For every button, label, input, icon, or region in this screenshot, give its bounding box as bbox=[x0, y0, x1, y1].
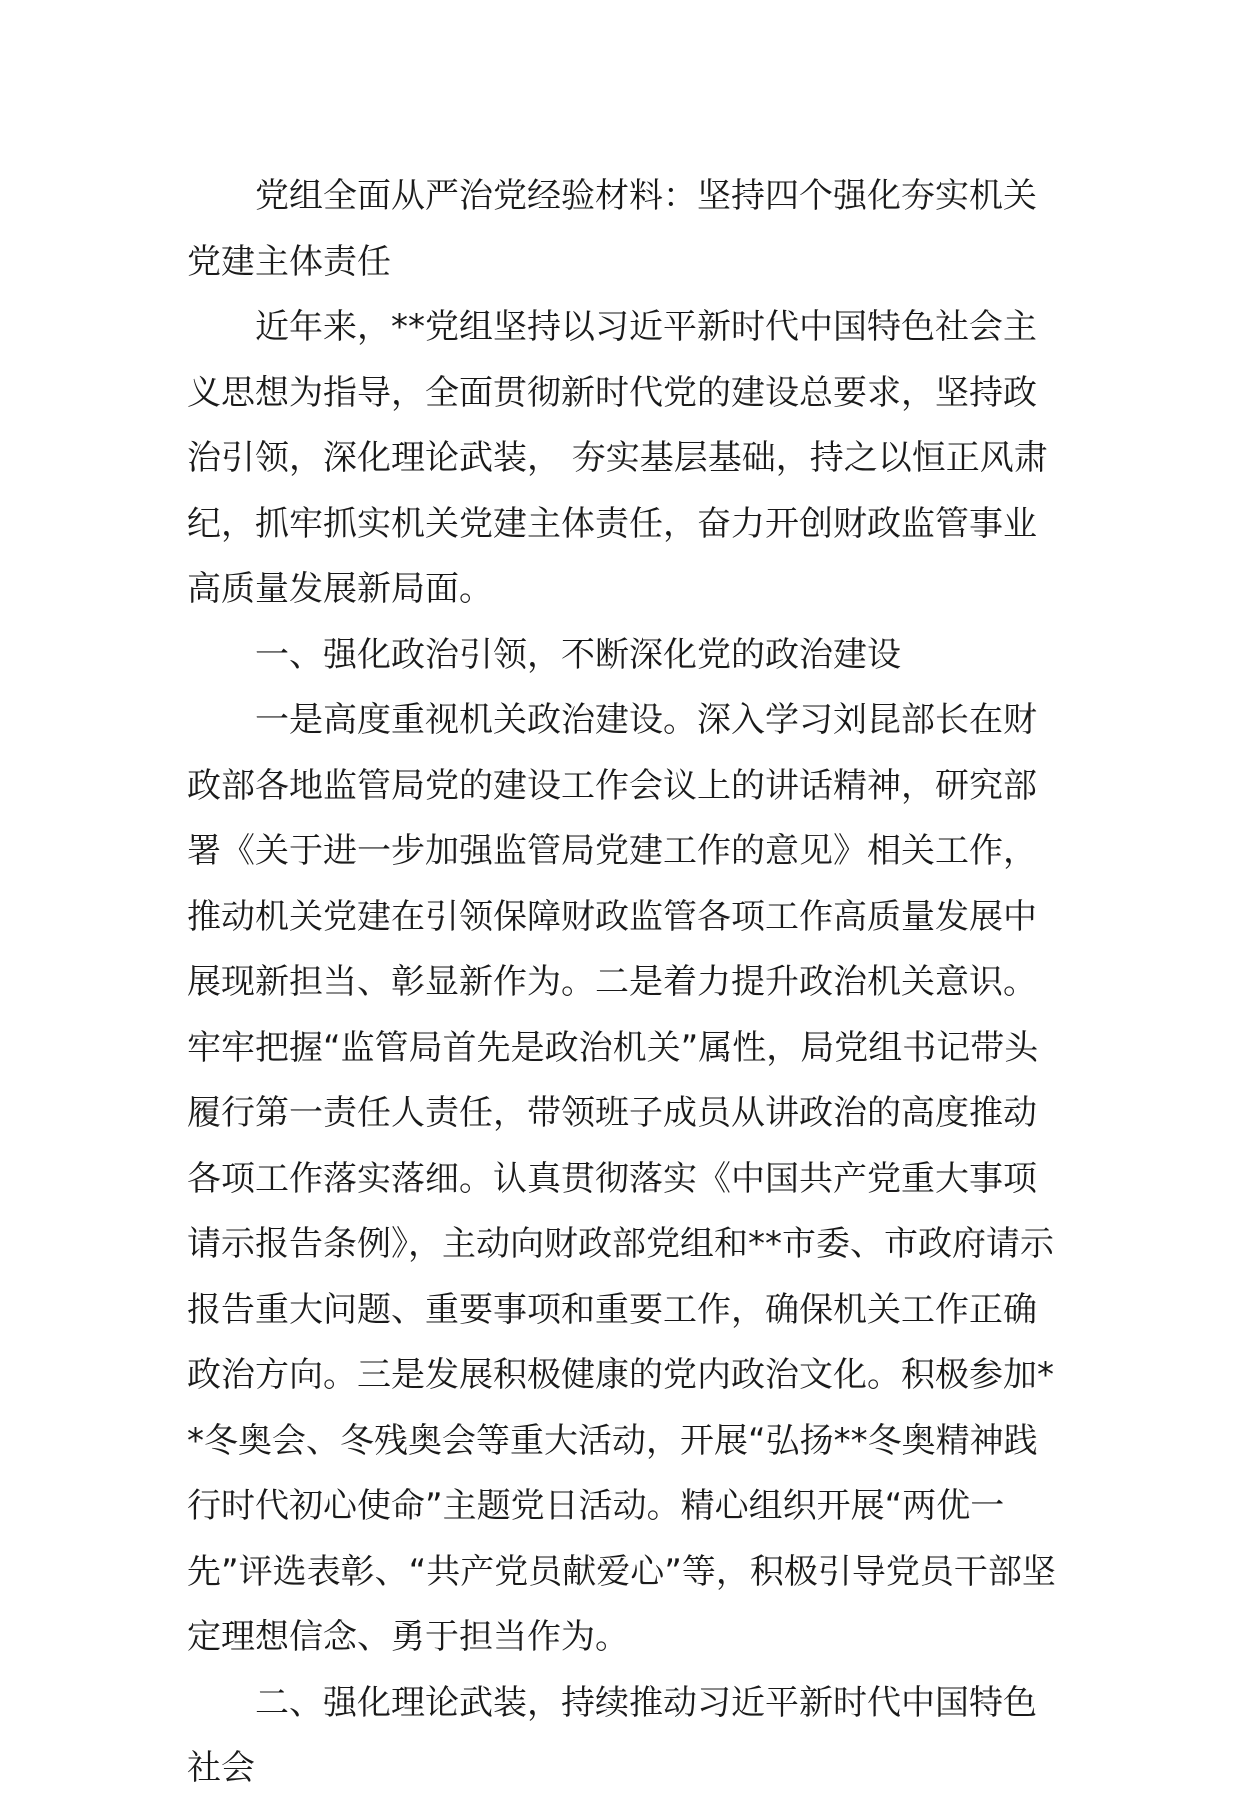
intro-paragraph: 近年来，**党组坚持以习近平新时代中国特色社会主义思想为指导，全面贯彻新时代党的建设总要求，坚持政治引领，深化理论武装， 夯实基层基础，持之以恒正风肃纪，抓牢抓实机关党建主体责任，奋力开创财政监管事业高质量发展新局面。 bbox=[187, 307, 1048, 609]
document-title: 党组全面从严治党经验材料：坚持四个强化夯实机关党建主体责任 bbox=[187, 176, 1037, 282]
section-heading-1: 一、强化政治引领，不断深化党的政治建设 bbox=[255, 634, 901, 675]
section-heading-2: 二、强化理论武装，持续推动习近平新时代中国特色社会 bbox=[187, 1682, 1037, 1788]
section-1-body: 一是高度重视机关政治建设。深入学习刘昆部长在财政部各地监管局党的建设工作会议上的讲话精神，研究部署《关于进一步加强监管局党建工作的意见》相关工作，推动机关党建在引领保障财政监管各项工作高质量发展中展现新担当、彰显新作为。二是着力提升政治机关意识。牢牢把握“监管局首先是政治机关”属性，局党组书记带头履行第一责任人责任，带领班子成员从讲政治的高度推动各项工作落实落细。认真贯彻落实《中国共产党重大事项请示报告条例》，主动向财政部党组和**市委、市政府请示报告重大问题、重要事项和重要工作，确保机关工作正确政治方向。三是发展积极健康的党内政治文化。积极参加**冬奥会、冬残奥会等重大活动，开展“弘扬**冬奥精神践行时代初心使命”主题党日活动。精心组织开展“两优一先”评选表彰、“共产党员献爱心”等，积极引导党员干部坚定理想信念、勇于担当作为。 bbox=[187, 700, 1056, 1657]
document-body bbox=[187, 164, 1067, 1802]
